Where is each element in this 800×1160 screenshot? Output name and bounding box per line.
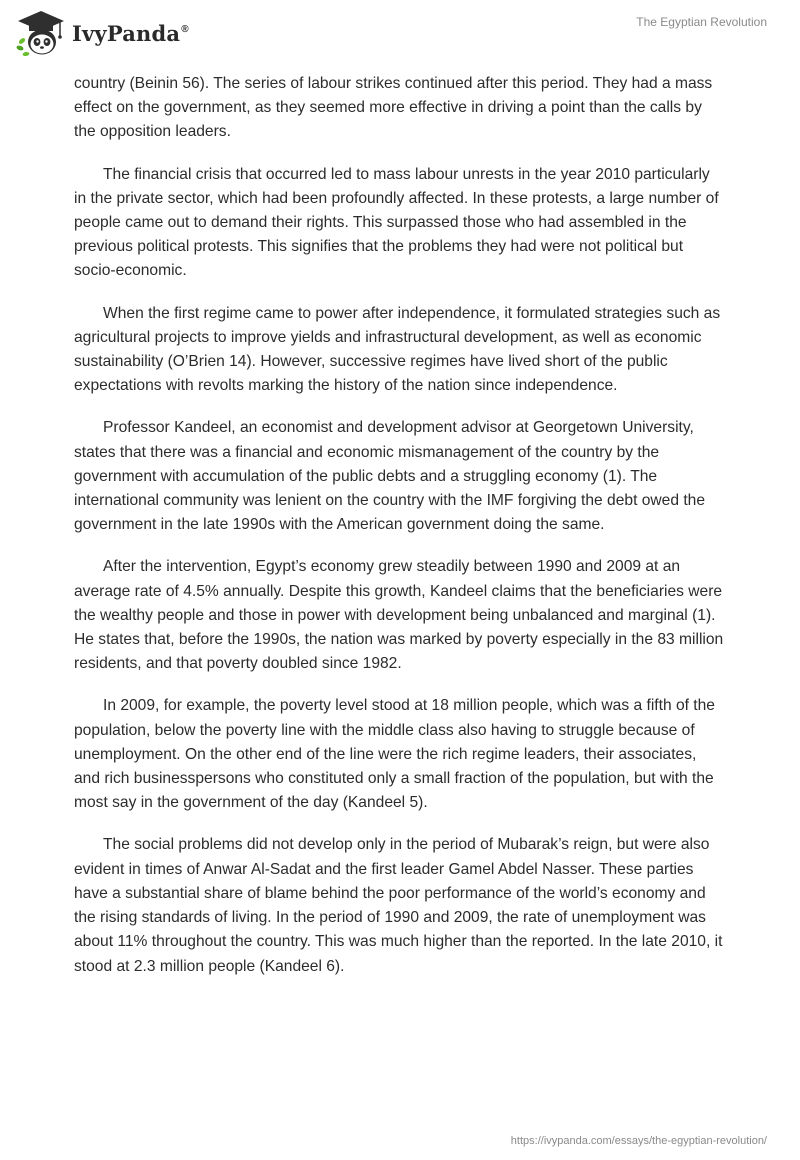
page-header [0,0,800,64]
paragraph: country (Beinin 56). The series of labour strikes continued after this period. They had a mass effect on the government, as they seemed more effective in driving a point than the calls by the opposition leaders. [74,75,713,141]
source-url[interactable]: https://ivypanda.com/essays/the-egyptian-revolution/ [510,1135,767,1147]
paragraph: The social problems did not develop only in the period of Mubarak’s reign, but were also evident in times of Anwar Al-Sadat and the first leader Gamel Abdel Nasser. These parties have a substantial share of blame behind the poor performance of the world’s economy and the rising standards of living. In the period of 1990 and 2009, the rate of unemployment was about 11% throughout the country. This was much higher than the reported. In the late 2010, it stood at 2.3 million people (Kandeel 6). [74,836,723,975]
panda-graduate-icon [14,9,66,57]
paragraph: Professor Kandeel, an economist and development advisor at Georgetown University, states that there was a financial and economic mismanagement of the country by the government with accumulation of the public debts and a struggling economy (1). The international community was lenient on the country with the IMF forgiving the debt owed the government in the late 1990s with the American government doing the same. [74,419,706,534]
brand-name [72,21,189,46]
paragraph: When the first regime came to power after independence, it formulated strategies such as agricultural projects to improve yields and infrastructural development, as well as economic sustainability (O’Brien 14). However, successive regimes have lived short of the public expectations with revolts marking the history of the nation since independence. [74,304,721,395]
ivypanda-logo[interactable] [14,9,189,57]
paragraph: After the intervention, Egypt’s economy grew steadily between 1990 and 2009 at an average rate of 4.5% annually. Despite this growth, Kandeel claims that the beneficiaries were the wealthy people and those in power with development being unbalanced and marginal (1). He states that, before the 1990s, the nation was marked by poverty especially in the 83 million residents, and that poverty doubled since 1982. [74,558,724,673]
brand-text: IvyPanda [72,20,181,46]
essay-body [74,72,726,997]
paragraph: In 2009, for example, the poverty level stood at 18 million people, which was a fifth of the population, below the poverty line with the middle class also having to struggle because of unemployment. On the other end of the line were the rich regime leaders, their associates, and rich businesspersons who constituted only a small fraction of the population, but with the most say in the government of the day (Kandeel 5). [74,697,715,812]
registered-mark: ® [181,23,189,35]
paragraph: The financial crisis that occurred led to mass labour unrests in the year 2010 particularly in the private sector, which had been profoundly affected. In these protests, a large number of people came out to demand their rights. This surpassed those who had assembled in the previous political protests. This signifies that the problems they had were not political but socio-economic. [74,165,719,280]
document-title: The Egyptian Revolution [636,15,767,29]
